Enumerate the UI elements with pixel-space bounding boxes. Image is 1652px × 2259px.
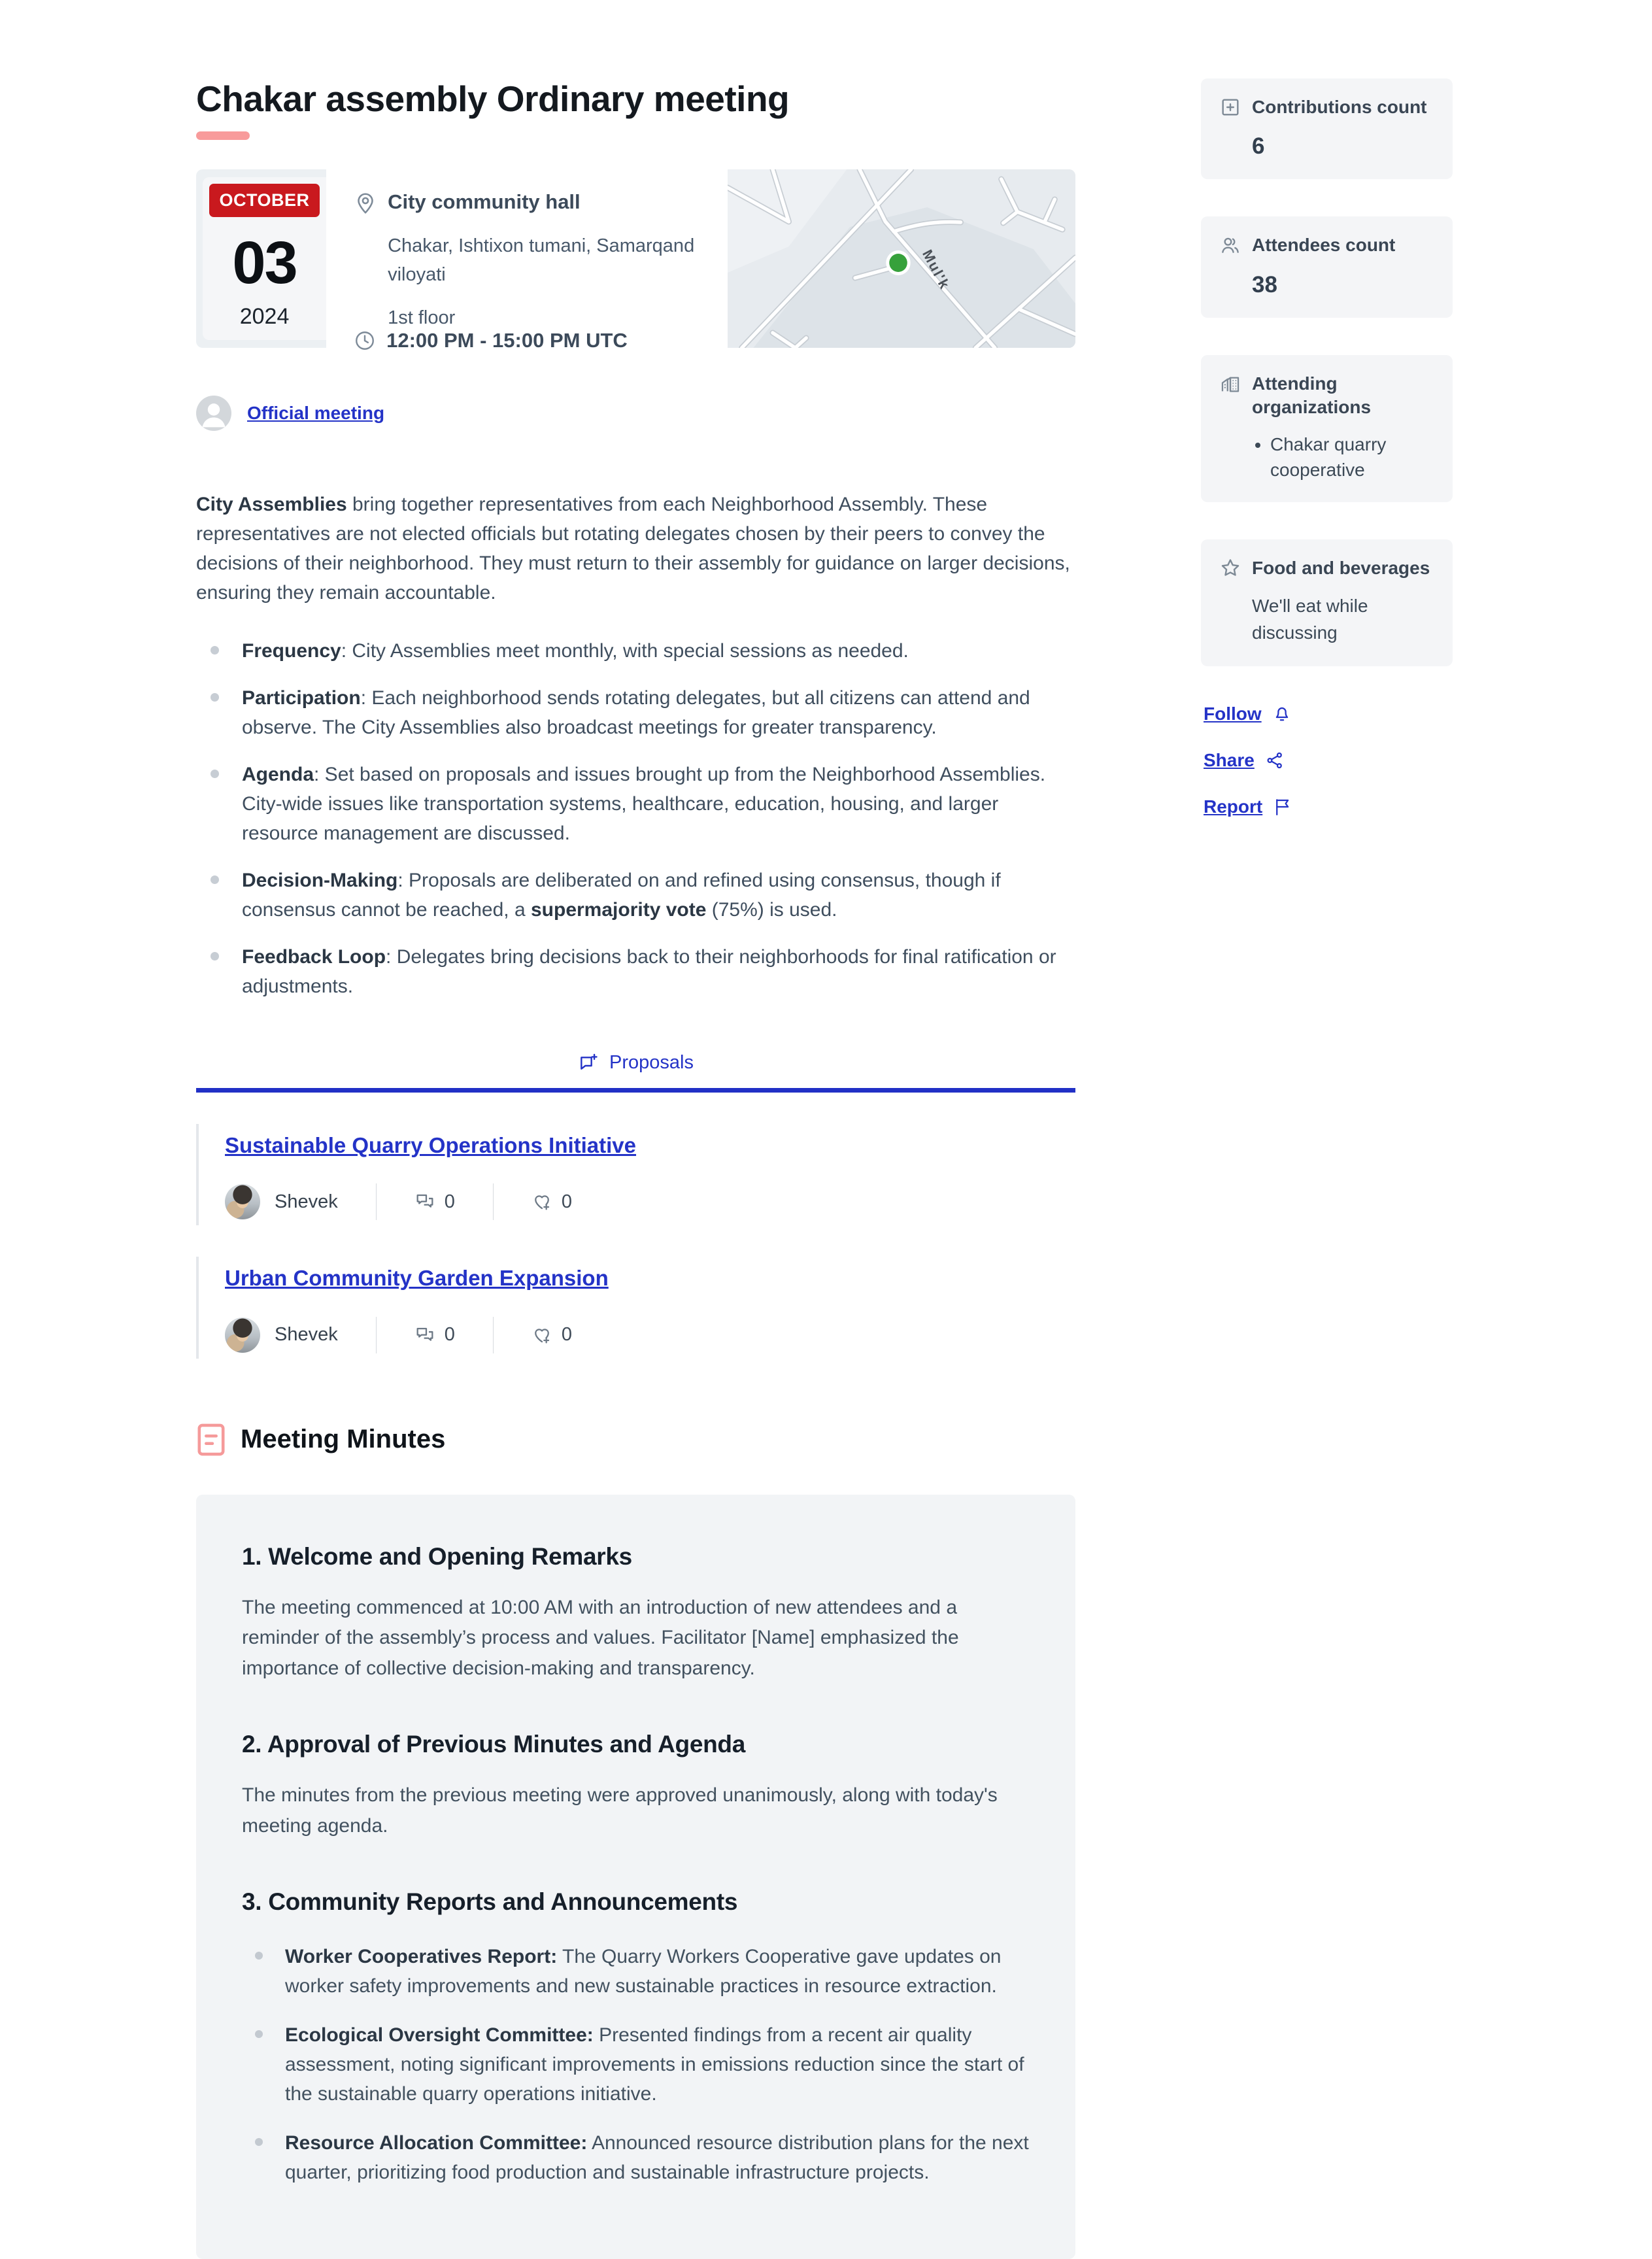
month-badge: OCTOBER xyxy=(209,184,320,217)
contributions-card xyxy=(1201,78,1453,179)
proposal-icon xyxy=(578,1053,599,1074)
list-item: Participation: Each neighborhood sends rotating delegates, but all citizens can attend and observe. The City Assemblies also broadcast meetings for greater transparency. xyxy=(196,683,1075,742)
minutes-paragraph: The minutes from the previous meeting were approved unanimously, along with today's meeting agenda. xyxy=(242,1780,1030,1841)
comments-icon xyxy=(414,1325,435,1346)
list-item: Ecological Oversight Committee: Presented findings from a recent air quality assessment, noting significant improvements in emissions reduction since the start of the sustainable quarry operations initiative. xyxy=(242,2020,1030,2109)
minutes-document-icon xyxy=(196,1421,226,1458)
endorsements-count: 0 xyxy=(531,1324,572,1346)
official-meeting-row xyxy=(196,396,1075,431)
list-item: Worker Cooperatives Report: The Quarry Workers Cooperative gave updates on worker safety improvements and new sustainable practices in resource extraction. xyxy=(242,1942,1030,2001)
attendees-card xyxy=(1201,216,1453,317)
tab-proposals[interactable]: Proposals xyxy=(196,1052,1075,1088)
map-street-label: Mul'k xyxy=(919,247,953,293)
plus-square-icon xyxy=(1219,96,1241,118)
minutes-paragraph: The meeting commenced at 10:00 AM with an introduction of new attendees and a reminder of the assembly’s process and values. Facilitator [Name] emphasized the importance of collective decision-making and transparency. xyxy=(242,1593,1030,1684)
minutes-heading: Meeting Minutes xyxy=(241,1425,445,1454)
report-button[interactable]: Report xyxy=(1204,796,1453,817)
building-icon xyxy=(1219,373,1241,395)
contributions-value: 6 xyxy=(1252,133,1434,160)
proposal-card xyxy=(196,1124,1075,1225)
comments-count: 0 xyxy=(414,1191,455,1213)
list-item: Decision-Making: Proposals are deliberated on and refined using consensus, though if consensus cannot be reached, a supermajority vote (75%) is used. xyxy=(196,866,1075,925)
attendees-value: 38 xyxy=(1252,272,1434,298)
share-button[interactable]: Share xyxy=(1204,750,1453,771)
author-name[interactable]: Shevek xyxy=(275,1324,338,1346)
proposal-meta-row xyxy=(225,1183,1075,1220)
endorse-heart-icon xyxy=(531,1191,552,1212)
proposal-title-link[interactable]: Urban Community Garden Expansion xyxy=(225,1266,609,1290)
card-title: Attending organizations xyxy=(1252,372,1434,420)
star-icon xyxy=(1219,557,1241,579)
description-bullet-list xyxy=(196,636,1075,1001)
meeting-info-card xyxy=(196,169,1075,348)
follow-button[interactable]: Follow xyxy=(1204,704,1453,724)
clock-icon xyxy=(354,330,376,352)
minutes-section-heading: 3. Community Reports and Announcements xyxy=(242,1888,1030,1916)
proposal-card xyxy=(196,1257,1075,1358)
minutes-card xyxy=(196,1495,1075,2259)
meta-sidebar xyxy=(1201,0,1453,843)
official-meeting-link[interactable]: Official meeting xyxy=(247,403,384,424)
page-title: Chakar assembly Ordinary meeting xyxy=(196,77,1075,120)
list-item: Agenda: Set based on proposals and issues brought up from the Neighborhood Assemblies. City-wide issues like transportation systems, healthcare, education, housing, and larger resource management are discussed. xyxy=(196,760,1075,848)
author-avatar[interactable] xyxy=(225,1184,260,1219)
list-item: Feedback Loop: Delegates bring decisions back to their neighborhoods for final ratification or adjustments. xyxy=(196,942,1075,1001)
proposal-meta-row xyxy=(225,1317,1075,1353)
map-pin-icon xyxy=(354,192,377,215)
related-content-tabs xyxy=(196,1052,1075,1093)
endorsements-count: 0 xyxy=(531,1191,572,1213)
organizations-list xyxy=(1270,432,1434,483)
location-floor: 1st floor xyxy=(388,307,701,329)
share-icon xyxy=(1265,751,1285,770)
author-avatar[interactable] xyxy=(225,1317,260,1353)
list-item: Frequency: City Assemblies meet monthly, with special sessions as needed. xyxy=(196,636,1075,666)
comments-count: 0 xyxy=(414,1324,455,1346)
card-title: Contributions count xyxy=(1252,95,1427,119)
list-item: Resource Allocation Committee: Announced resource distribution plans for the next quarter, prioritizing food production and sustainable infrastructure projects. xyxy=(242,2128,1030,2187)
meeting-time: 12:00 PM - 15:00 PM UTC xyxy=(386,329,628,352)
organizations-card xyxy=(1201,355,1453,502)
location-map[interactable] xyxy=(728,169,1075,348)
proposal-title-link[interactable]: Sustainable Quarry Operations Initiative xyxy=(225,1133,636,1157)
organization-item: • Chakar quarry cooperative xyxy=(1270,432,1434,483)
minutes-section-heading: 1. Welcome and Opening Remarks xyxy=(242,1543,1030,1571)
tab-active-underline xyxy=(196,1088,1075,1093)
card-title: Attendees count xyxy=(1252,233,1395,257)
location-name: City community hall xyxy=(388,190,581,214)
minutes-header xyxy=(196,1421,1075,1458)
bell-icon xyxy=(1272,704,1292,724)
map-marker xyxy=(889,254,907,272)
minutes-section-heading: 2. Approval of Previous Minutes and Agenda xyxy=(242,1731,1030,1758)
official-avatar xyxy=(196,396,231,431)
people-icon xyxy=(1219,234,1241,256)
year-label: 2024 xyxy=(240,304,290,330)
comments-icon xyxy=(414,1191,435,1212)
service-description: We'll eat while discussing xyxy=(1252,593,1434,646)
location-address: Chakar, Ishtixon tumani, Samarqand viloyati xyxy=(388,232,701,289)
endorse-heart-icon xyxy=(531,1325,552,1346)
day-number: 03 xyxy=(232,233,296,293)
sidebar-actions xyxy=(1201,704,1453,817)
minutes-bullet-list xyxy=(242,1942,1030,2187)
location-column xyxy=(326,169,728,348)
author-name[interactable]: Shevek xyxy=(275,1191,338,1213)
flag-icon xyxy=(1273,797,1292,817)
services-card xyxy=(1201,539,1453,666)
date-column xyxy=(196,169,326,348)
description-intro: City Assemblies bring together representatives from each Neighborhood Assembly. These representatives are not elected officials but rotating delegates chosen by their peers to convey the decisions of their neighborhood. They must return to their assembly for guidance on larger decisions, ensuring they remain accountable. xyxy=(196,490,1075,607)
main-content xyxy=(196,0,1075,2259)
title-accent-underline xyxy=(196,131,250,140)
card-title: Food and beverages xyxy=(1252,556,1430,580)
